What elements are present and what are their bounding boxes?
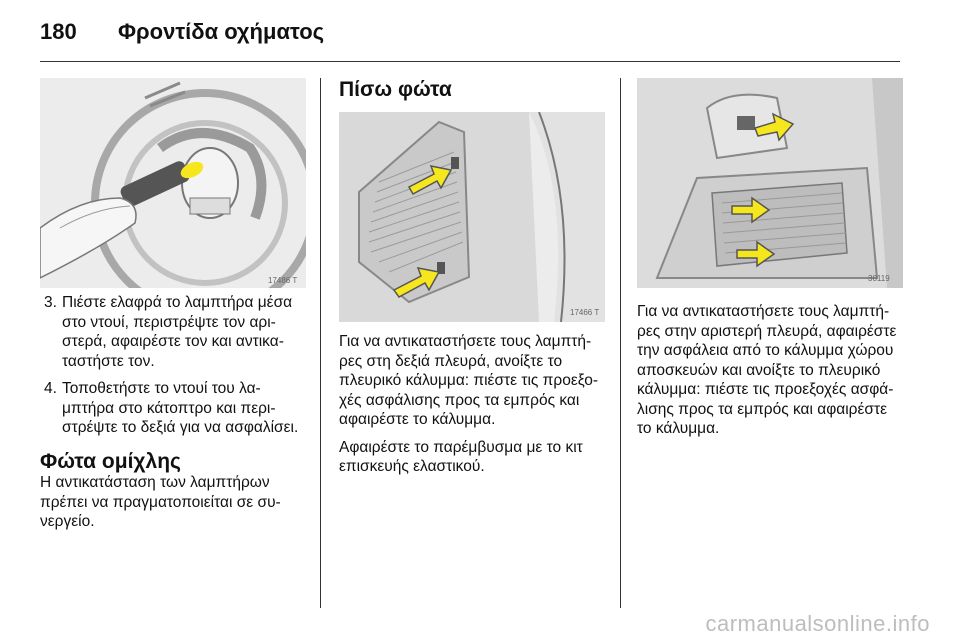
rear-lights-text <box>339 332 607 485</box>
left-side-paragraph: Για να αντικαταστήσετε τους λαμπτή-ρες στην αριστερή πλευρά, αφαιρέστε την ασφάλεια από το κάλυμμα χώρου αποσκευών και ανοίξτε το πλευρικό κάλυμμα: πιέστε τις προεξοχές ασφά-λισης προς τα εμπρός και αφαιρέστε το κάλυμμα. <box>637 303 897 437</box>
fog-lights-heading: Φώτα ομίχλης <box>40 450 181 473</box>
step-text: Πιέστε ελαφρά το λαμπτήρα μέσα στο ντουί, περιστρέψτε τον αρι-στερά, αφαιρέστε τον και αντικα-ταστήστε τον. <box>62 294 293 370</box>
page-number: 180 <box>40 19 77 44</box>
left-side-cover-figure <box>637 78 903 288</box>
fog-lights-paragraph: Η αντικατάσταση των λαμπτήρων πρέπει να πραγματοποιείται σε συ-νεργείο. <box>40 474 281 530</box>
figure-code: 17466 T <box>570 308 600 317</box>
header-divider <box>40 61 900 62</box>
step-text: Τοποθετήστε το ντουί του λα-μπτήρα στο κάτοπτρο και περι-στρέψτε το δεξιά για να ασφαλίσει. <box>62 380 299 436</box>
figure-code: 17486 T <box>268 276 298 285</box>
fog-light-bulb-figure <box>40 78 306 288</box>
list-item <box>40 293 310 371</box>
watermark: carmanualsonline.info <box>705 611 930 636</box>
step-number: 3. <box>44 294 57 311</box>
paragraph: Αφαιρέστε το παρέμβυσμα με το κιτ επισκευής ελαστικού. <box>339 438 583 475</box>
right-side-cover-figure <box>339 112 605 322</box>
instruction-steps <box>40 293 310 446</box>
column-divider-left <box>320 78 321 608</box>
paragraph: Για να αντικαταστήσετε τους λαμπτή-ρες στη δεξιά πλευρά, ανοίξτε το πλευρικό κάλυμμα: πιέστε τις προεξο-χές ασφάλισης προς τα εμπρός και αφαιρέστε το κάλυμμα. <box>339 333 599 428</box>
rear-lights-heading: Πίσω φώτα <box>339 78 452 101</box>
step-number: 4. <box>44 380 57 397</box>
figure-code: 30119 <box>868 274 890 283</box>
list-item <box>40 379 310 438</box>
page-title: Φροντίδα οχήματος <box>118 19 325 44</box>
column-divider-right <box>620 78 621 608</box>
